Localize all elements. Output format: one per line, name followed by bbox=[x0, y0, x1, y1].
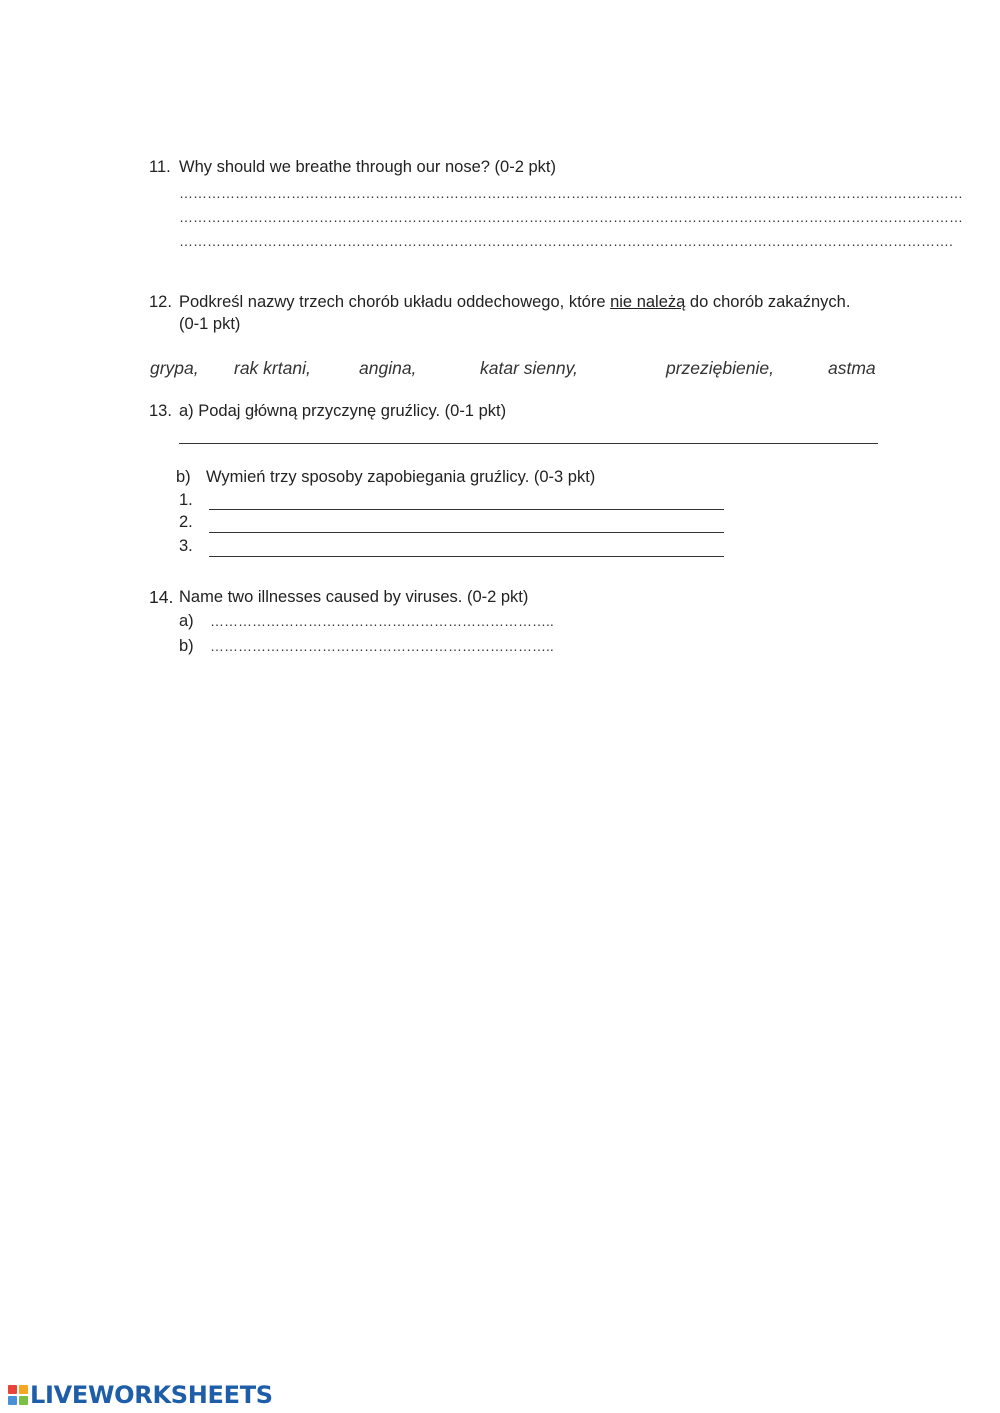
q14-number: 14. bbox=[149, 587, 174, 607]
q12-points: (0-1 pkt) bbox=[179, 315, 241, 333]
q12-option-grypa[interactable]: grypa, bbox=[150, 358, 199, 378]
q14-text: Name two illnesses caused by viruses. (0-2 pkt) bbox=[179, 588, 529, 606]
q12-option-astma[interactable]: astma bbox=[828, 358, 876, 378]
q12-text-before: Podkreśl nazwy trzech chorób układu oddechowego, które bbox=[179, 293, 611, 311]
q14-item-a-dots[interactable]: ……………………………………………………………….. bbox=[210, 613, 554, 629]
q13-item-2-line[interactable] bbox=[209, 532, 724, 533]
q12-option-katar-sienny[interactable]: katar sienny, bbox=[480, 358, 578, 378]
q12-text bbox=[179, 293, 850, 312]
q12-option-angina[interactable]: angina, bbox=[359, 358, 417, 378]
logo-text: LIVEWORKSHEETS bbox=[30, 1381, 273, 1409]
q14-item-b-dots[interactable]: ……………………………………………………………….. bbox=[210, 638, 554, 654]
q12-text-after: do chorób zakaźnych. bbox=[685, 293, 851, 311]
q14-item-a-label: a) bbox=[179, 612, 194, 630]
q13-a-answer-line[interactable] bbox=[179, 443, 878, 444]
q12-text-underlined: nie należą bbox=[610, 293, 686, 311]
q13-item-3-label: 3. bbox=[179, 537, 193, 555]
q13-number: 13. bbox=[149, 402, 172, 420]
q13-item-3-line[interactable] bbox=[209, 556, 724, 557]
q11-text: Why should we breathe through our nose? (0-2 pkt) bbox=[179, 158, 556, 176]
q13-item-1-label: 1. bbox=[179, 491, 193, 509]
liveworksheets-logo bbox=[8, 1381, 273, 1409]
q13-item-1-line[interactable] bbox=[209, 509, 724, 510]
q13-item-2-label: 2. bbox=[179, 513, 193, 531]
q11-number: 11. bbox=[149, 158, 171, 176]
q12-option-rak-krtani[interactable]: rak krtani, bbox=[234, 358, 311, 378]
q14-item-b-label: b) bbox=[179, 637, 194, 655]
q11-answer-line-3[interactable]: …………………………………………………………………………………………………………………………………………………. bbox=[179, 233, 953, 249]
q13-part-a: a) Podaj główną przyczynę gruźlicy. (0-1 pkt) bbox=[179, 402, 507, 420]
q13-part-b-text: Wymień trzy sposoby zapobiegania gruźlicy. (0-3 pkt) bbox=[206, 468, 596, 486]
q12-number: 12. bbox=[149, 293, 172, 311]
q13-part-b-label: b) bbox=[176, 468, 191, 486]
q11-answer-line-1[interactable]: …………………………………………………………………………………………………………………………………………………… bbox=[179, 185, 963, 201]
logo-blocks-icon bbox=[8, 1385, 28, 1405]
q12-option-przeziebienie[interactable]: przeziębienie, bbox=[666, 358, 774, 378]
q11-answer-line-2[interactable]: …………………………………………………………………………………………………………………………………………………… bbox=[179, 209, 963, 225]
